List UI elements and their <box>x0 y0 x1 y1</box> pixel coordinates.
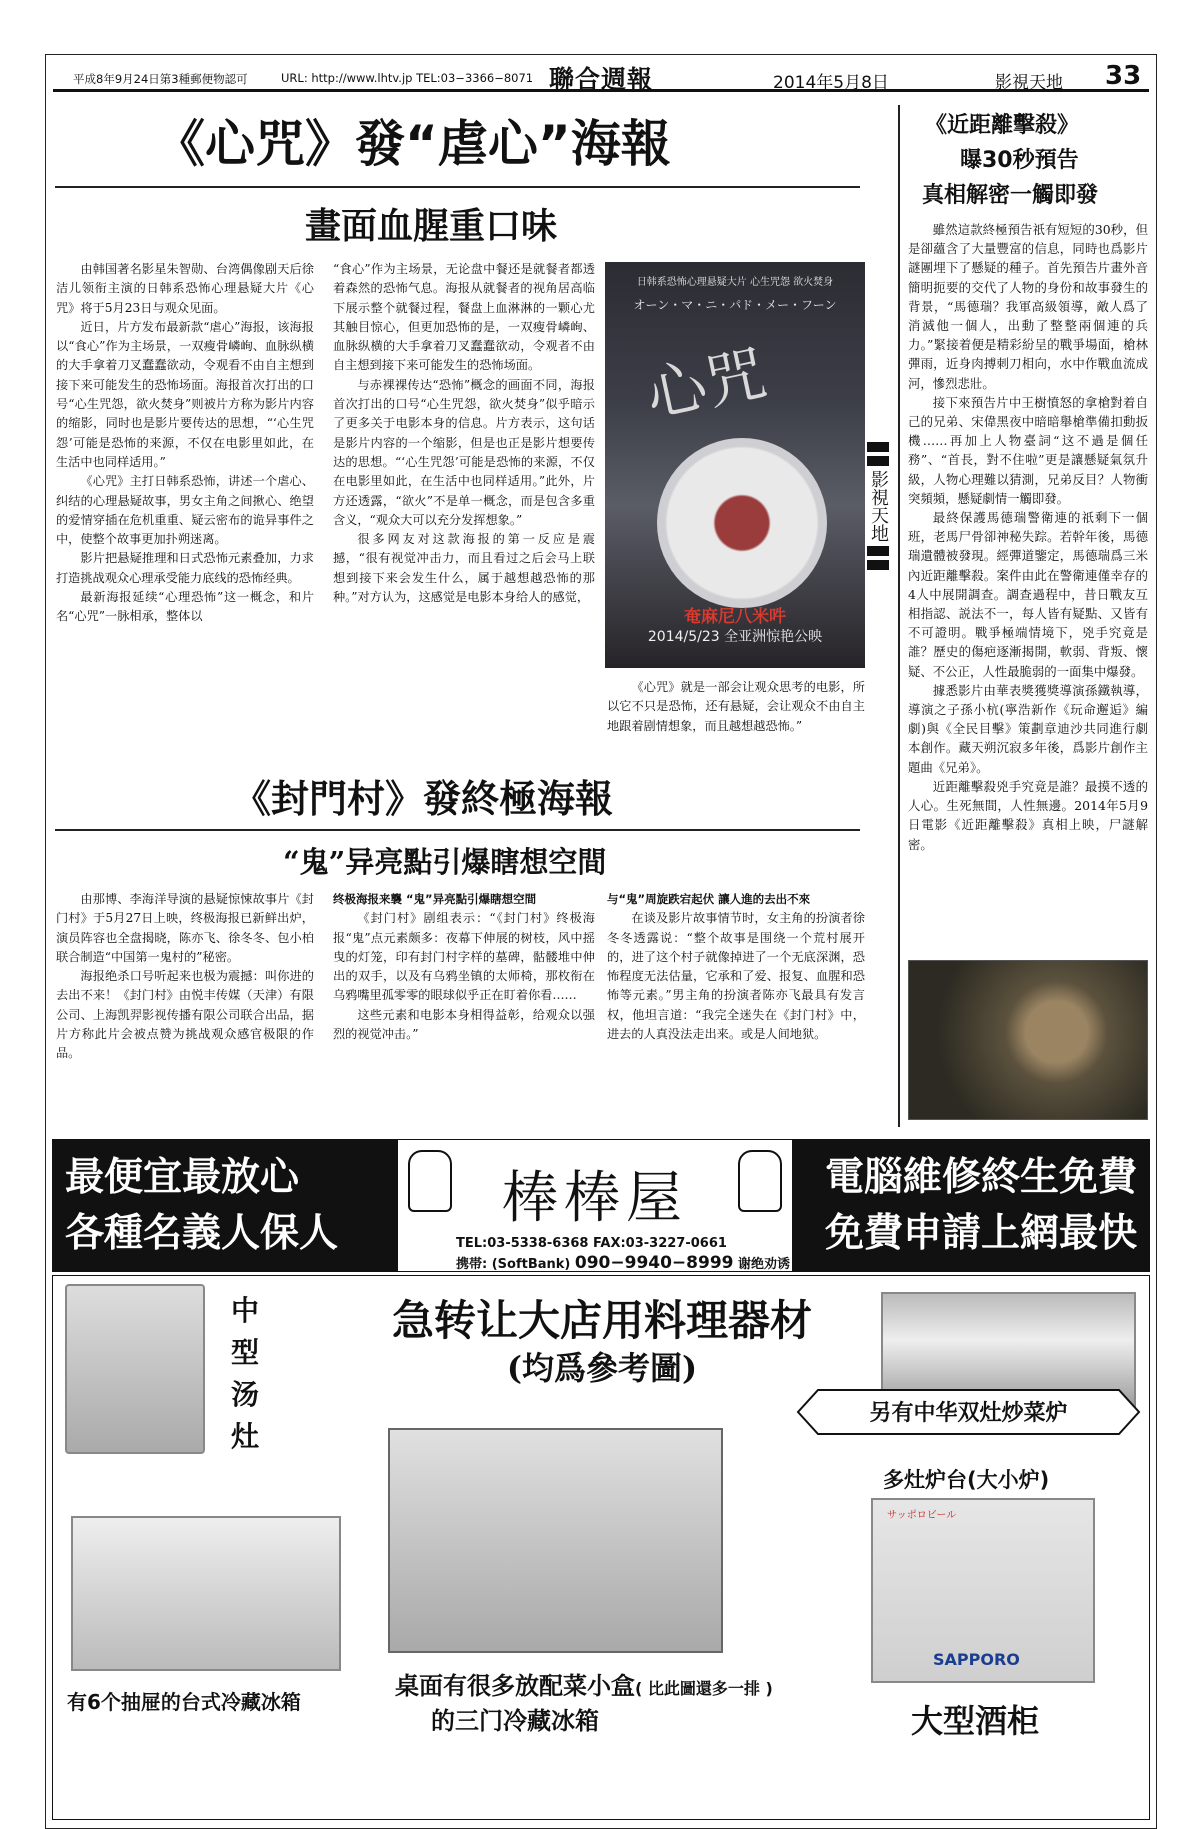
column-divider <box>898 105 900 1127</box>
label-table-main: 桌面有很多放配菜小盒 <box>395 1672 635 1700</box>
article2-column-1 <box>56 890 314 1064</box>
tag-bar <box>867 560 889 570</box>
hex-callout-text-wrap <box>796 1388 1141 1436</box>
label-drawer: 有6个抽屉的台式冷藏冰箱 <box>67 1690 301 1714</box>
section-side-tag <box>863 438 893 574</box>
paper-name: 聯合週報 <box>549 65 654 94</box>
paragraph: “食心”作为主场景，无论盘中餐还是就餐者都透着森然的恐怖气息。海报从就餐者的视角居高临下展示整个就餐过程，餐盘上血淋淋的一颗心尤其触目惊心，但更加恐怖的是，一双瘦骨嶙峋、血脉纵横的大手拿着刀叉蠢蠢欲动，令观者不由自主想到接下来可能发生的恐怖场面。 <box>333 262 595 373</box>
case-top-text: サッポロビール <box>887 1510 957 1521</box>
ad-kitchen-subtitle: (均爲參考圖) <box>506 1349 698 1387</box>
article2-column-3 <box>607 890 865 1044</box>
ad-left-text <box>65 1150 338 1262</box>
shop-name: 棒棒屋 <box>502 1166 688 1231</box>
page-number: 33 <box>1105 61 1142 91</box>
paragraph: 这些元素和电影本身相得益彰，给观众以强烈的视觉冲击。” <box>333 1007 595 1042</box>
wine-cabinet-image <box>871 1498 1095 1683</box>
paragraph: 《心咒》就是一部会让观众思考的电影，所以它不只是恐怖，还有悬疑，会让观众不由自主地跟着剧情想象，而且越想越恐怖。” <box>607 680 865 733</box>
side-tag-text: 影視天地 <box>868 470 889 542</box>
paragraph: 《封门村》剧组表示：“《封门村》终极海报“鬼”点元素颇多：夜幕下伸展的树枝，风中摇曳的灯笼，印有封门村字样的墓碑，骷髅堆中伸出的双手，以及有乌鸦坐镇的太师椅，那枚衔在乌鸦嘴里孤零零的眼球似乎正在盯着你看…… <box>333 911 595 1003</box>
ad-right-line-1: 電腦維修終生免費 <box>824 1155 1137 1200</box>
case-brand: SAPPORO <box>933 1650 1020 1669</box>
three-door-fridge-image <box>388 1428 723 1653</box>
paragraph: 最新海报延续“心理恐怖”这一概念，和片名“心咒”一脉相承，整体以 <box>56 590 314 624</box>
label-stove: 中型汤灶 <box>231 1294 260 1453</box>
paragraph: 接下來預告片中王樹憤怒的拿槍對着自己的兄弟、宋偉黑夜中暗暗舉槍準備扣動扳機……再加上人物臺詞“这不過是個任務”、“首長，對不住啦”更是讓懸疑氣氛升級，人物心理難以猜測，兄弟反目？人物衝突頻頻，懸疑劇情一觸即發。 <box>908 394 1148 506</box>
article3-body <box>908 220 1148 854</box>
article3-title-3: 真相解密一觸即發 <box>922 183 1099 208</box>
tag-bar <box>867 442 889 452</box>
article2-column-2 <box>333 890 595 1044</box>
label-table-1 <box>395 1666 773 1701</box>
paragraph: 海报绝杀口号听起来也极为震撼：叫你进的去出不来！《封门村》由悦丰传媒（天津）有限公司、上海凯羿影视传播有限公司联合出品，据片方称此片会被点赞为挑战观众感官极限的作品。 <box>56 969 314 1061</box>
section-heading: 终极海报来襲 “鬼”异亮點引爆瞎想空間 <box>333 892 537 906</box>
mobile-label: 携帯: (SoftBank) <box>456 1257 571 1272</box>
shop-mobile-line <box>456 1253 790 1273</box>
poster-red-text: 奄麻尼八米吽 <box>684 607 786 627</box>
paragraph: 由韩国著名影星朱智勋、台湾偶像剧天后徐洁儿领衔主演的日韩系恐怖心理悬疑大片《心咒》将于5月23日与观众见面。 <box>56 262 314 315</box>
url-tel-text: URL: http://www.lhtv.jp TEL:03−3366−8071 <box>281 71 534 85</box>
mobile-number: 090−9940−8999 <box>574 1253 734 1273</box>
paragraph: 与赤裸裸传达“恐怖”概念的画面不同，海报首次打出的口号“心生咒怨，欲火焚身”似乎暗示了更多关于电影本身的信息。片方表示，这句话是影片内容的一个缩影，但是也正是影片想要传达的思想。“‘心生咒怨’可能是恐怖的来源，不仅在电影里如此，在生活中也同样适用。”此外，片方还透露，“欲火”不是单一概念，而是包含多重含义，“观众大可以充分发挥想象。” <box>333 377 595 527</box>
poster-big-title: 心咒 <box>640 338 773 432</box>
label-hex: 另有中华双灶炒菜炉 <box>869 1401 1068 1426</box>
paragraph: 據悉影片由華表獎獲獎導演孫鐵執導，導演之子孫小杭(寧浩新作《玩命邂逅》編劇)與《全民目擊》策劃章迪沙共同進行劇本創作。藏天朔沉寂多年後，爲影片創作主題曲《兄弟》。 <box>908 682 1148 775</box>
title-rule <box>55 829 860 831</box>
poster-release: 2014/5/23 全亚洲惊艳公映 <box>647 629 823 645</box>
label-case: 大型酒柜 <box>911 1702 1040 1740</box>
kitchen-equipment-ad <box>52 1275 1150 1820</box>
article1-subtitle: 畫面血腥重口味 <box>305 205 558 247</box>
ad-left-line-2: 各種名義人保人 <box>65 1211 339 1256</box>
title-rule <box>55 186 860 188</box>
shop-ad-banner <box>52 1139 1150 1272</box>
page-header <box>53 61 1149 94</box>
paragraph: 《心咒》主打日韩系恐怖，讲述一个虐心、纠结的心理悬疑故事，男女主角之间揪心、绝望的爱情穿插在危机重重、疑云密布的诡异事件之中，使整个故事更加扑朔迷离。 <box>56 474 314 547</box>
section-name: 影視天地 <box>995 73 1063 93</box>
article1-title: 《心咒》發“虐心”海報 <box>155 115 671 173</box>
poster-tagline: 日韩系恐怖心理悬疑大片 心生咒怨 欲火焚身 <box>636 277 834 288</box>
paragraph: 影片把悬疑推理和日式恐怖元素叠加，力求打造挑战观众心理承受能力底线的恐怖经典。 <box>56 551 314 585</box>
paragraph: 由那博、李海洋导演的悬疑惊悚故事片《封门村》于5月27日上映，终极海报已新鲜出炉，演员阵容也全盘揭晓，陈亦飞、徐冬冬、包小柏联合制造“中国第一鬼村的”秘密。 <box>56 892 314 964</box>
soup-stove-image <box>65 1284 205 1454</box>
label-table-note: ( 比此圖還多一排 ) <box>635 1679 773 1698</box>
paragraph: 很多网友对这款海报的第一反应是震撼，“很有视觉冲击力，而且看过之后会马上联想到接下来会发生什么，属于越想越恐怖的那种。”对方认为，这感觉是电影本身给人的感觉， <box>333 532 595 605</box>
tag-bar <box>867 546 889 556</box>
xinzhou-poster-image <box>605 262 865 668</box>
paragraph: 近日，片方发布最新款“虐心”海报，该海报以“食心”作为主场景，一双瘦骨嶙峋、血脉纵横的大手拿着刀叉蠢蠢欲动，令观看不由自主想到接下来可能发生的恐怖场面。海报首次打出的口号“心生咒怨，欲火焚身”则被片方称为影片内容的缩影，同时也是影片要传达的思想，“‘心生咒怨’可能是恐怖的来源，不仅在电影里如此，在生活中也同样适用。” <box>56 319 314 469</box>
article2-title: 《封門村》發終極海報 <box>233 777 614 821</box>
article3-title-1: 《近距離擊殺》 <box>925 112 1080 138</box>
label-table-2: 的三门冷藏冰箱 <box>431 1707 599 1735</box>
article1-column-3 <box>607 678 865 736</box>
plate-icon <box>657 438 827 608</box>
paragraph: 在谈及影片故事情节时，女主角的扮演者徐冬冬透露说：“整个故事是围绕一个荒村展开的，进了这个村子就像掉进了一个无底深渊，恐怖程度无法估量，它承和了爱、报复、血腥和恐怖等元素。”男主角的扮演者陈亦飞最具有发言权，他坦言道：“我完全迷失在《封门村》中，进去的人真没法走出来。或是人间地狱。 <box>607 911 865 1042</box>
mobile-note: 谢绝劝诱 <box>738 1257 791 1272</box>
registration-text: 平成8年9月24日第3種郵便物認可 <box>73 72 248 86</box>
ad-right-line-2: 免費申請上網最快 <box>824 1211 1137 1256</box>
paragraph: 最終保護馬德瑞警衛連的祇剩下一個班，老馬尸骨卻神秘失踪。若幹年後，馬德瑞遺體被發現。經彈道鑒定，馬德瑞爲三米內近距離擊殺。案件由此在警衛連僅幸存的4人中展開調查。調查過程中，昔日戰友互相指認、説法不一，每人皆有疑點、又皆有不可證明。戰爭極端情境下，兇手究竟是誰？歷史的傷疤逐漸揭開，軟弱、背叛、懷疑、不公正，人性最脆弱的一面集中爆發。 <box>908 510 1148 679</box>
shop-tel-fax: TEL:03-5338-6368 FAX:03-3227-0661 <box>456 1236 727 1251</box>
paragraph: 近距離擊殺兇手究竟是誰？最摸不透的人心。生死無間，人性無邊。2014年5月9日電影《近距離擊殺》真相上映，尸謎解密。 <box>908 778 1148 852</box>
drawer-fridge-image <box>71 1516 341 1671</box>
article2-subtitle: “鬼”异亮點引爆瞎想空間 <box>283 845 607 879</box>
movie-still-image <box>908 960 1148 1120</box>
section-heading: 与“鬼”周旋跌宕起伏 讓人進的去出不來 <box>607 892 811 906</box>
ad-right-text <box>825 1150 1137 1262</box>
tag-bar <box>867 456 889 466</box>
ad-shop-panel <box>398 1140 792 1271</box>
article1-column-1 <box>56 260 314 627</box>
article1-column-2 <box>333 260 595 607</box>
issue-date: 2014年5月8日 <box>773 73 889 93</box>
label-range: 多灶炉台(大小炉) <box>883 1468 1050 1492</box>
poster-japanese: オーン・マ・ニ・パド・メー・フーン <box>633 298 837 312</box>
ad-kitchen-title: 急转让大店用料理器材 <box>391 1296 812 1345</box>
article3-title-2: 曝30秒預告 <box>960 148 1079 173</box>
paragraph: 雖然這款終極預告祇有短短的30秒，但是卻蘊含了大量豐富的信息，同時也爲影片謎團埋下了懸疑的種子。首先預告片畫外音簡明扼要的交代了人物的身份和故事發生的背景，“馬德瑞？我軍高級領導，敵人爲了消滅他一個人，出動了整整兩個連的兵力。”緊接着便是精彩紛呈的戰爭場面，槍林彈雨，近身肉搏刺刀相向，水中作戰血流成河，慘烈悲壯。 <box>908 222 1148 391</box>
ad-left-line-1: 最便宜最放心 <box>65 1155 300 1200</box>
